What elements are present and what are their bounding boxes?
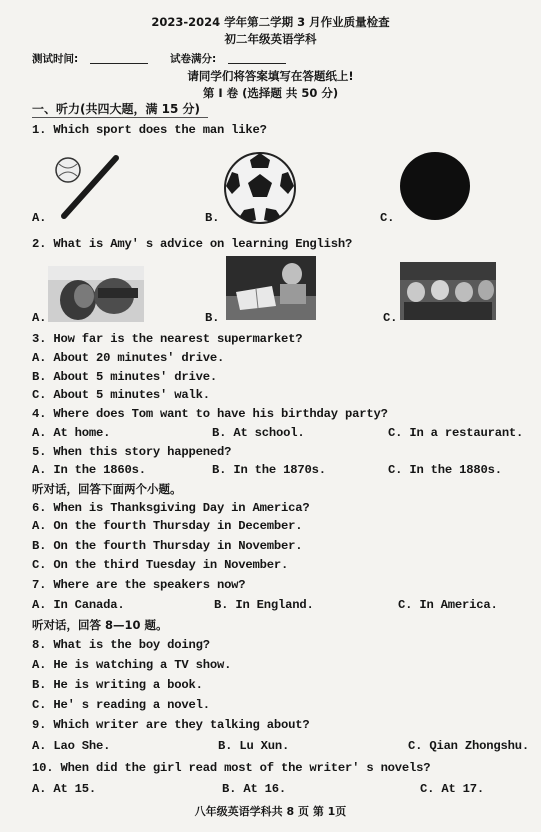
group-talk-photo [400,262,496,320]
question-1-stem: 1. Which sport does the man like? [32,123,267,137]
section-rule [32,117,208,118]
question-8-option-b: B. He is writing a book. [32,678,203,692]
test-time-label: 测试时间: [32,53,79,65]
reading-photo [226,256,316,320]
instruction-two-questions: 听对话，回答下面两个小题。 [32,482,182,496]
question-8-option-c: C. He' s reading a novel. [32,698,210,712]
instruction-questions-8-10: 听对话，回答 8—10 题。 [32,618,168,632]
question-5-option-b: B. In the 1870s. [212,463,326,477]
question-2-option-c: C. [383,311,398,325]
question-10-option-a: A. At 15. [32,782,97,796]
question-7-option-a: A. In Canada. [32,598,125,612]
question-6-option-a: A. On the fourth Thursday in December. [32,519,303,533]
question-7-option-c: C. In America. [398,598,498,612]
question-6-option-b: B. On the fourth Thursday in November. [32,539,303,553]
question-10-option-c: C. At 17. [420,782,485,796]
question-3-option-c: C. About 5 minutes' walk. [32,388,210,402]
test-time-blank [90,63,148,64]
question-6-stem: 6. When is Thanksgiving Day in America? [32,501,310,515]
question-5-option-a: A. In the 1860s. [32,463,146,477]
question-4-option-a: A. At home. [32,426,111,440]
question-1-option-b: B. [205,211,220,225]
question-9-option-b: B. Lu Xun. [218,739,290,753]
question-10-stem: 10. When did the girl read most of the writer' s novels? [32,761,431,775]
question-4-stem: 4. Where does Tom want to have his birthday party? [32,407,388,421]
question-2-stem: 2. What is Amy' s advice on learning English? [32,237,353,251]
question-9-stem: 9. Which writer are they talking about? [32,718,310,732]
question-4-option-b: B. At school. [212,426,305,440]
question-6-option-c: C. On the third Tuesday in November. [32,558,289,572]
question-9-option-c: C. Qian Zhongshu. [408,739,529,753]
black-ball-icon [398,150,472,222]
question-2-option-a: A. [32,311,47,325]
question-7-stem: 7. Where are the speakers now? [32,578,246,592]
question-1-option-c: C. [380,211,395,225]
exam-subject: 初二年级英语学科 [224,32,317,46]
baseball-bat-icon [50,150,122,222]
question-2-option-b: B. [205,311,220,325]
question-5-stem: 5. When this story happened? [32,445,232,459]
section-heading: 一、听力(共四大题，满 15 分) [32,102,201,116]
question-5-option-c: C. In the 1880s. [388,463,502,477]
question-8-option-a: A. He is watching a TV show. [32,658,232,672]
question-9-option-a: A. Lao She. [32,739,111,753]
listening-photo [48,266,144,322]
question-3-stem: 3. How far is the nearest supermarket? [32,332,303,346]
question-1-option-a: A. [32,211,47,225]
volume-heading: 第 I 卷 (选择题 共 50 分) [202,86,339,100]
full-score-blank [228,63,286,64]
question-3-option-b: B. About 5 minutes' drive. [32,370,217,384]
question-7-option-b: B. In England. [214,598,314,612]
answer-notice: 请同学们将答案填写在答题纸上! [187,69,354,83]
question-10-option-b: B. At 16. [222,782,287,796]
soccer-ball-icon [222,150,298,226]
question-8-stem: 8. What is the boy doing? [32,638,210,652]
exam-title: 2023-2024 学年第二学期 3 月作业质量检查 [151,15,390,29]
full-score-label: 试卷满分: [170,53,217,65]
question-3-option-a: A. About 20 minutes' drive. [32,351,225,365]
page-footer: 八年级英语学科共 8 页 第 1页 [194,805,347,818]
question-4-option-c: C. In a restaurant. [388,426,524,440]
